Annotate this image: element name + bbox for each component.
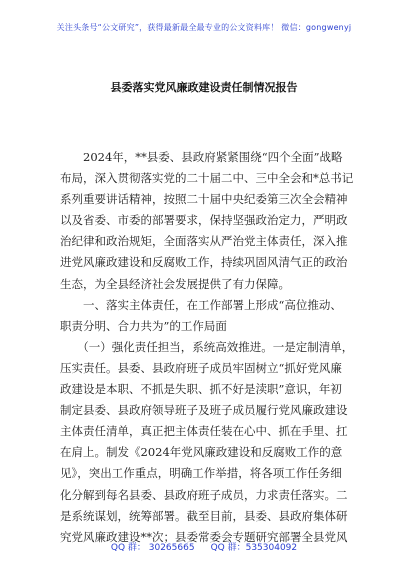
- document-title: 县委落实党风廉政建设责任制情况报告: [110, 81, 298, 94]
- section-heading-line: 职责分明、合力共为”的工作局面: [60, 318, 227, 333]
- body-line: 压实责任。县委、县政府班子成员牢固树立“抓好党风廉: [60, 360, 342, 375]
- body-line: 是系统谋划，统筹部署。截至目前，县委、县政府集体研: [60, 508, 348, 523]
- footer-qq-group-2: QQ 群：535304092: [210, 543, 298, 553]
- body-line: 主体责任清单，真正把主体责任装在心中、抓在手里、扛: [60, 424, 348, 439]
- body-line: 布局，深入贯彻落实党的二十届二中、三中全会和*总书记: [60, 171, 354, 186]
- body-line: 见》，突出工作重点，明确工作举措，将各项工作任务细: [60, 466, 342, 481]
- body-line: 制定县委、县政府领导班子及班子成员履行党风廉政建设: [60, 403, 348, 418]
- body-line: 政建设是本职、不抓是失职、抓不好是渎职”意识，年初: [60, 382, 342, 397]
- footer-contact: [0, 540, 408, 553]
- document-body: [60, 147, 356, 548]
- body-line: 究党风廉政建设**次；县委常委会专题研究部署全县党风: [60, 529, 348, 544]
- body-line: 2024年，**县委、县政府紧紧围绕“四个全面”战略: [60, 150, 343, 164]
- body-line: 进党风廉政建设和反腐败工作，持续巩固风清气正的政治: [60, 255, 348, 270]
- section-heading-line: 一、落实主体责任，在工作部署上形成“高位推动、: [60, 297, 342, 312]
- body-line: 以及省委、市委的部署要求，保持坚强政治定力，严明政: [60, 213, 348, 228]
- body-line: 在肩上。制发《2024年党风廉政建设和反腐败工作的意: [60, 445, 343, 460]
- body-line: 治纪律和政治规矩，全面落实从严治党主体责任，深入推: [60, 234, 348, 249]
- header-banner: 关注头条号“公文研究”，获得最新最全最专业的公文资料库！ 微信：gongwenyj: [56, 23, 352, 32]
- body-line: 化分解到每名县委、县政府班子成员，力求责任落实。二: [60, 487, 348, 502]
- body-line: 系列重要讲话精神，按照二十届中央纪委第三次全会精神: [60, 192, 348, 207]
- body-line: 生态，为全县经济社会发展提供了有力保障。: [60, 276, 290, 291]
- footer-qq-group-1: QQ 群： 30265665: [110, 543, 195, 553]
- body-line: （一）强化责任担当，系统高效推进。一是定制清单，: [60, 339, 354, 354]
